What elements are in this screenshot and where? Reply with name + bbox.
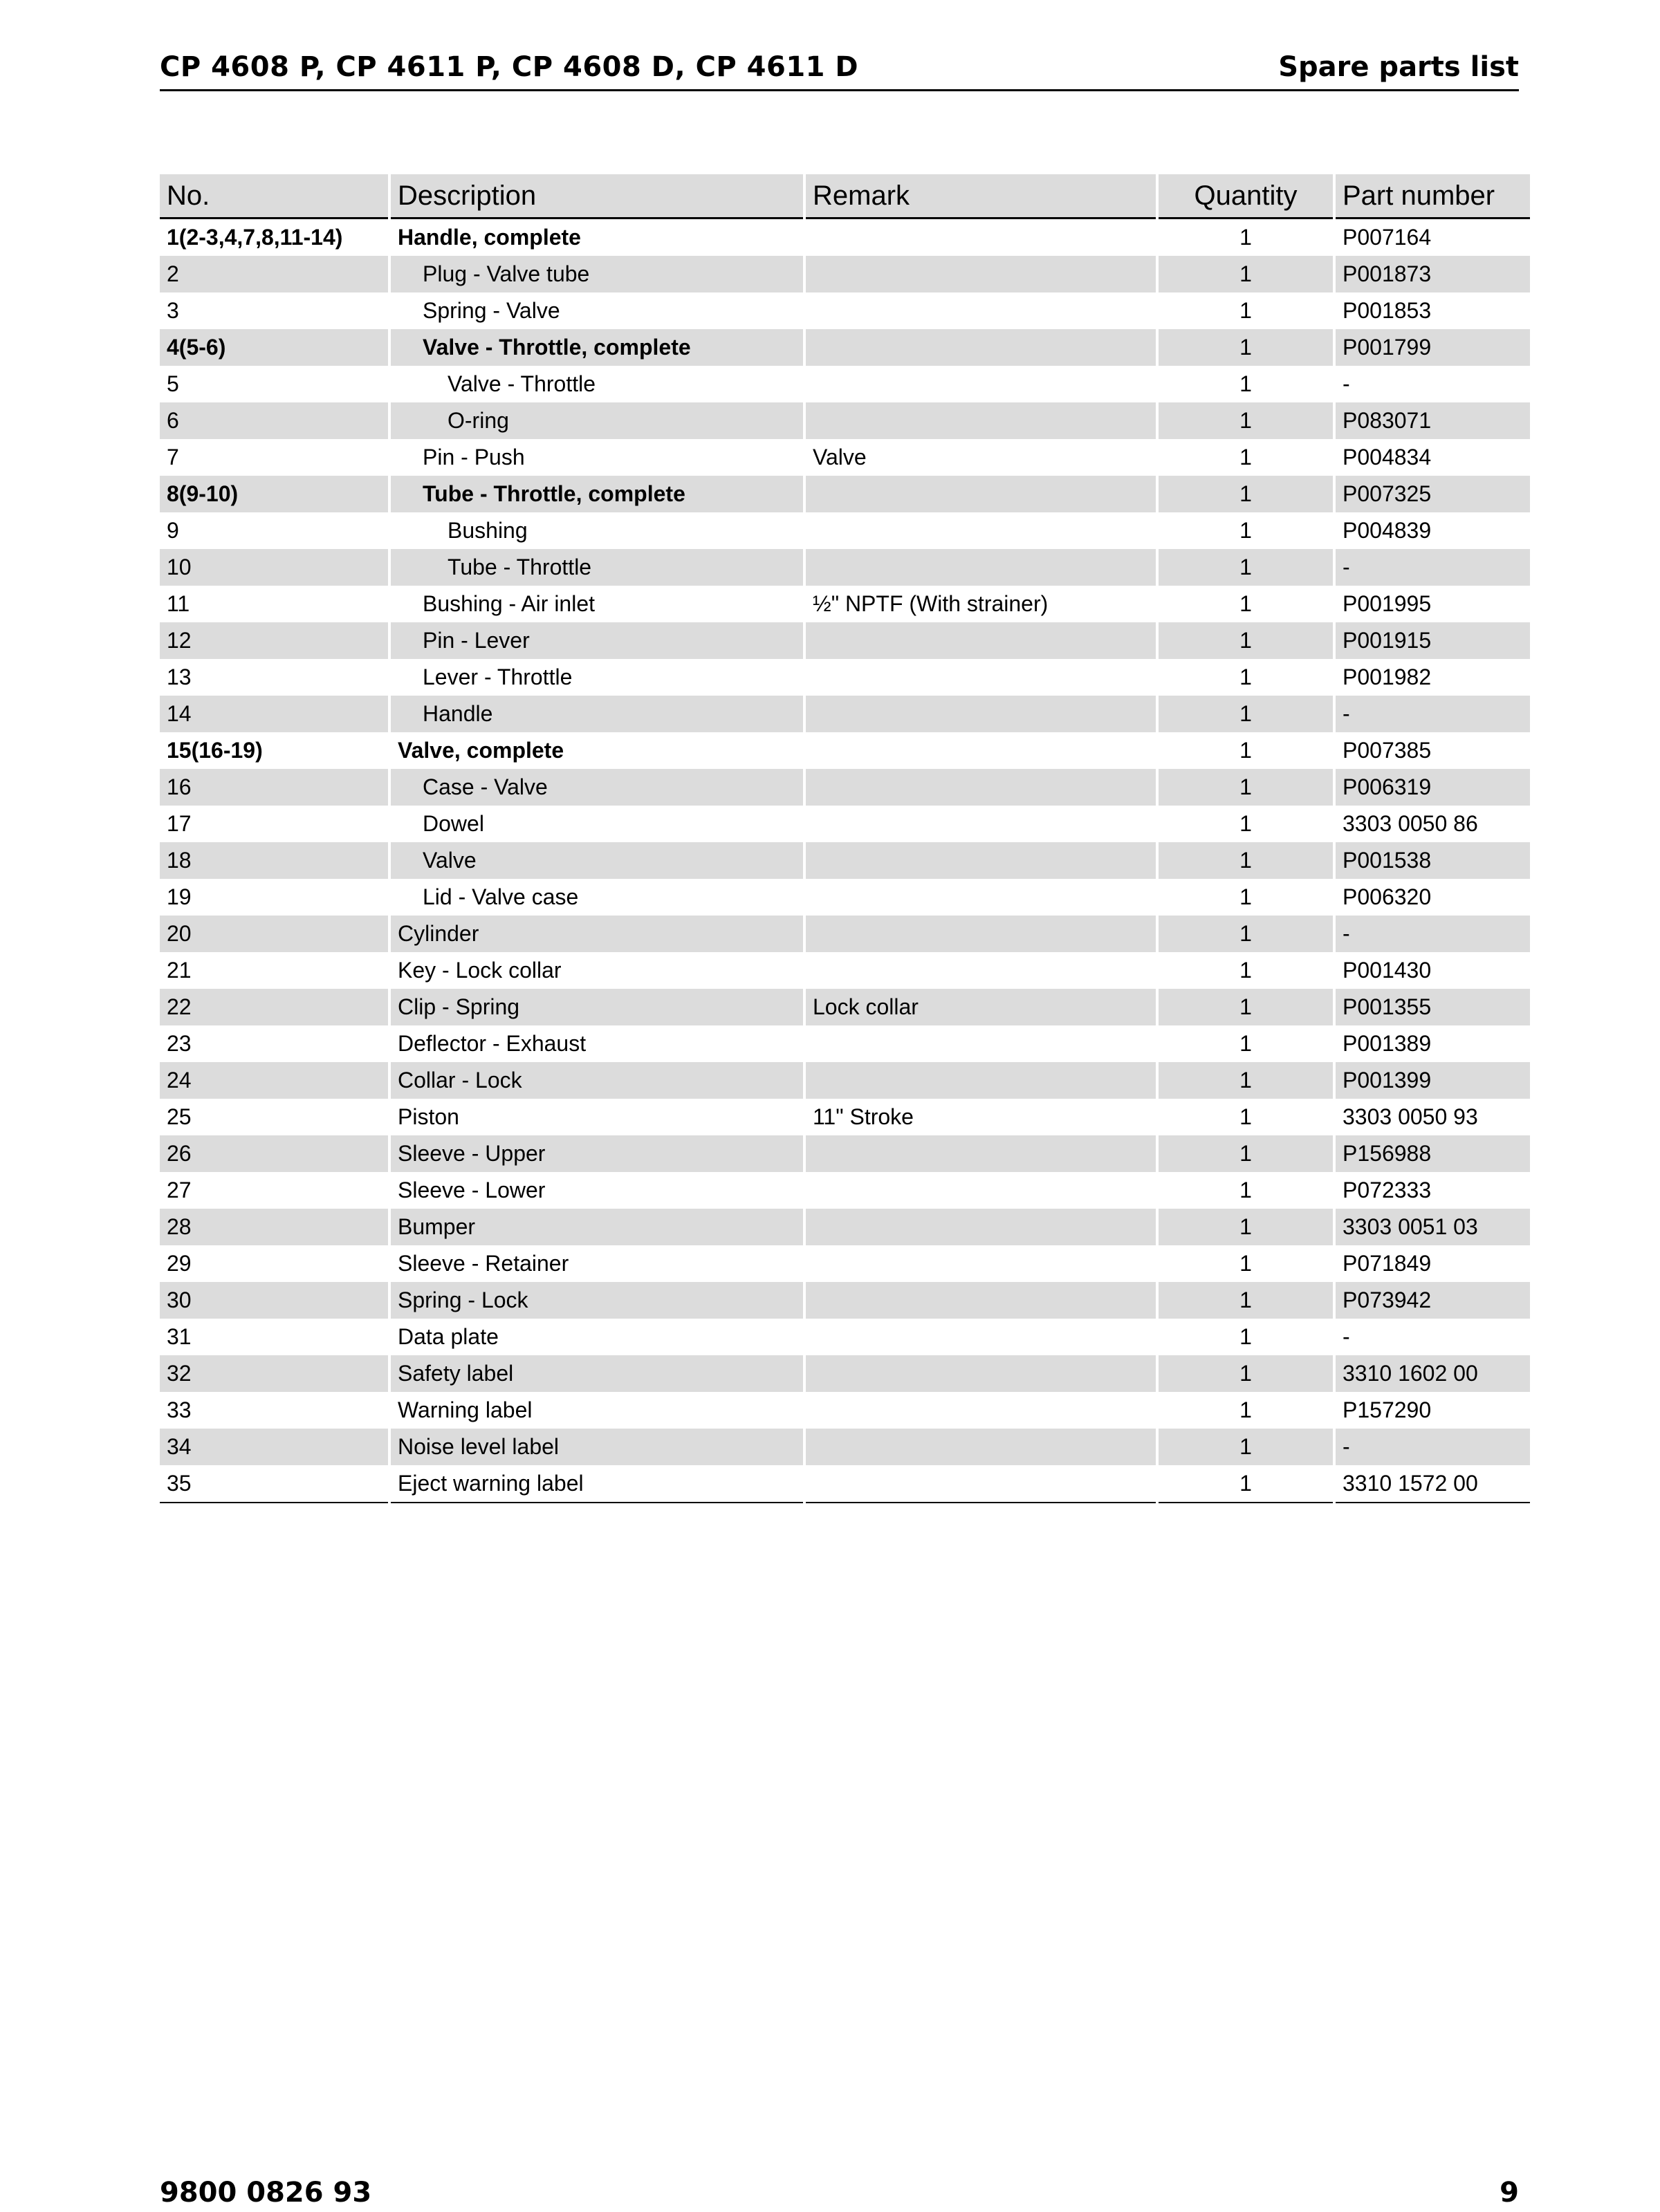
cell-part-number: -: [1343, 371, 1350, 396]
cell-part-number: P001430: [1343, 958, 1432, 983]
table-row: [160, 1025, 1530, 1062]
table-row: [160, 1172, 1530, 1209]
cell-part-number: P001799: [1336, 329, 1530, 366]
cell-description: Sleeve - Upper: [391, 1135, 803, 1172]
table-row: [160, 586, 1530, 622]
cell-description: Bumper: [391, 1209, 803, 1245]
cell-remark: [806, 1392, 1156, 1429]
cell-part-number: P001995: [1343, 591, 1432, 616]
cell-remark: [806, 292, 1156, 329]
cell-part-number: 3310 1602 00: [1336, 1355, 1530, 1392]
cell-no: 30: [160, 1282, 388, 1319]
cell-part-number: P071849: [1343, 1251, 1432, 1276]
cell-description: Dowel: [423, 811, 484, 836]
cell-quantity: 1: [1239, 1397, 1252, 1422]
cell-no: 21: [167, 958, 192, 983]
table-row: [160, 1282, 1530, 1319]
cell-part-number: 3303 0050 86: [1343, 811, 1478, 836]
cell-no: 6: [160, 402, 388, 439]
table-row: [160, 732, 1530, 769]
document-number: 9800 0826 93: [160, 2177, 372, 2209]
cell-no: 27: [167, 1178, 192, 1202]
cell-description: Valve, complete: [398, 738, 564, 763]
page-number: 9: [1500, 2177, 1519, 2209]
column-header-description: Description: [391, 174, 803, 219]
cell-no: 15(16-19): [167, 738, 263, 763]
table-row: [160, 1099, 1530, 1135]
spare-parts-table: [157, 174, 1533, 1503]
cell-no: 23: [167, 1031, 192, 1056]
cell-remark: [806, 1282, 1156, 1319]
cell-quantity: 1: [1159, 1429, 1333, 1465]
cell-no: 12: [160, 622, 388, 659]
cell-description: Lid - Valve case: [423, 884, 579, 909]
cell-part-number: P001873: [1336, 256, 1530, 292]
cell-no: 14: [160, 696, 388, 732]
cell-quantity: 1: [1239, 738, 1252, 763]
cell-quantity: 1: [1239, 225, 1252, 250]
cell-description: Bushing: [448, 518, 528, 543]
cell-part-number: P007325: [1336, 476, 1530, 512]
cell-part-number: P157290: [1343, 1397, 1432, 1422]
cell-description: Handle, complete: [398, 225, 581, 250]
cell-no: 3: [167, 298, 179, 323]
cell-no: 20: [160, 916, 388, 952]
cell-description: Clip - Spring: [391, 989, 803, 1025]
table-row: [160, 769, 1530, 806]
cell-remark: Valve: [813, 445, 867, 470]
cell-quantity: 1: [1239, 1324, 1252, 1349]
table-row: [160, 512, 1530, 549]
cell-remark: [806, 659, 1156, 696]
cell-quantity: 1: [1159, 329, 1333, 366]
cell-quantity: 1: [1159, 476, 1333, 512]
cell-quantity: 1: [1159, 696, 1333, 732]
cell-part-number: P004834: [1343, 445, 1432, 470]
cell-part-number: P001982: [1343, 664, 1432, 689]
cell-description: Deflector - Exhaust: [398, 1031, 587, 1056]
cell-part-number: P006319: [1336, 769, 1530, 806]
cell-remark: [806, 476, 1156, 512]
table-row: [160, 659, 1530, 696]
cell-description: Spring - Valve: [423, 298, 560, 323]
cell-quantity: 1: [1239, 664, 1252, 689]
cell-description: Warning label: [398, 1397, 533, 1422]
cell-description: Spring - Lock: [391, 1282, 803, 1319]
table-row: [160, 256, 1530, 292]
cell-remark: [806, 879, 1156, 916]
cell-no: 5: [167, 371, 179, 396]
cell-description: Pin - Push: [423, 445, 525, 470]
table-row: [160, 1319, 1530, 1355]
cell-description: Eject warning label: [391, 1465, 803, 1503]
table-row: [160, 696, 1530, 732]
cell-remark: [806, 1209, 1156, 1245]
section-title: Spare parts list: [1278, 51, 1519, 83]
cell-no: 13: [167, 664, 192, 689]
table-row: [160, 989, 1530, 1025]
cell-remark: [806, 402, 1156, 439]
cell-part-number: P001355: [1336, 989, 1530, 1025]
cell-quantity: 1: [1159, 842, 1333, 879]
table-row: [160, 439, 1530, 476]
cell-no: 31: [167, 1324, 192, 1349]
cell-remark: [806, 952, 1156, 989]
table-body: [160, 219, 1530, 1503]
cell-quantity: 1: [1159, 769, 1333, 806]
table-row: [160, 292, 1530, 329]
cell-remark: [806, 1062, 1156, 1099]
table-row: [160, 916, 1530, 952]
cell-part-number: -: [1336, 916, 1530, 952]
cell-description: O-ring: [391, 402, 803, 439]
column-header-part-number: Part number: [1336, 174, 1530, 219]
cell-part-number: P083071: [1336, 402, 1530, 439]
cell-no: 26: [160, 1135, 388, 1172]
cell-no: 24: [160, 1062, 388, 1099]
cell-description: Pin - Lever: [391, 622, 803, 659]
cell-part-number: P073942: [1336, 1282, 1530, 1319]
cell-description: Plug - Valve tube: [391, 256, 803, 292]
cell-part-number: P007385: [1343, 738, 1432, 763]
cell-description: Valve - Throttle: [448, 371, 596, 396]
table-row: [160, 219, 1530, 256]
cell-no: 35: [160, 1465, 388, 1503]
cell-quantity: 1: [1159, 989, 1333, 1025]
cell-remark: [806, 1135, 1156, 1172]
cell-no: 17: [167, 811, 192, 836]
cell-remark: [806, 256, 1156, 292]
cell-remark: [806, 329, 1156, 366]
cell-no: 2: [160, 256, 388, 292]
cell-quantity: 1: [1239, 518, 1252, 543]
cell-no: 28: [160, 1209, 388, 1245]
cell-description: Valve: [391, 842, 803, 879]
table-row: [160, 1135, 1530, 1172]
cell-part-number: -: [1336, 1429, 1530, 1465]
cell-no: 29: [167, 1251, 192, 1276]
cell-no: 25: [167, 1104, 192, 1129]
cell-quantity: 1: [1159, 1282, 1333, 1319]
table-row: [160, 1429, 1530, 1465]
cell-no: 1(2-3,4,7,8,11-14): [167, 225, 343, 250]
cell-quantity: 1: [1239, 1031, 1252, 1056]
cell-part-number: -: [1336, 696, 1530, 732]
cell-remark: [806, 1025, 1156, 1062]
cell-no: 7: [167, 445, 179, 470]
cell-no: 19: [167, 884, 192, 909]
table-row: [160, 1209, 1530, 1245]
cell-part-number: -: [1343, 1324, 1350, 1349]
cell-no: 9: [167, 518, 179, 543]
cell-part-number: -: [1336, 549, 1530, 586]
cell-description: Sleeve - Lower: [398, 1178, 546, 1202]
cell-part-number: P001915: [1336, 622, 1530, 659]
column-header-remark: Remark: [806, 174, 1156, 219]
cell-remark: [806, 842, 1156, 879]
table-row: [160, 1245, 1530, 1282]
table-row: [160, 842, 1530, 879]
cell-part-number: P072333: [1343, 1178, 1432, 1202]
cell-no: 34: [160, 1429, 388, 1465]
cell-remark: [806, 769, 1156, 806]
cell-remark: ½" NPTF (With strainer): [813, 591, 1049, 616]
cell-no: 18: [160, 842, 388, 879]
cell-quantity: 1: [1239, 1104, 1252, 1129]
cell-remark: [806, 1319, 1156, 1355]
cell-no: 11: [167, 591, 190, 616]
cell-remark: [806, 1172, 1156, 1209]
cell-description: Tube - Throttle: [391, 549, 803, 586]
cell-description: Key - Lock collar: [398, 958, 562, 983]
cell-remark: [806, 732, 1156, 769]
cell-no: 22: [160, 989, 388, 1025]
cell-part-number: P001389: [1343, 1031, 1432, 1056]
cell-quantity: 1: [1159, 1355, 1333, 1392]
cell-description: Handle: [391, 696, 803, 732]
cell-part-number: 3310 1572 00: [1336, 1465, 1530, 1503]
cell-part-number: P004839: [1343, 518, 1432, 543]
cell-part-number: 3303 0050 93: [1343, 1104, 1478, 1129]
cell-description: Noise level label: [391, 1429, 803, 1465]
table-row: [160, 806, 1530, 842]
cell-quantity: 1: [1159, 916, 1333, 952]
cell-no: 33: [167, 1397, 192, 1422]
cell-description: Cylinder: [391, 916, 803, 952]
cell-quantity: 1: [1159, 1062, 1333, 1099]
cell-quantity: 1: [1159, 1135, 1333, 1172]
cell-remark: [806, 512, 1156, 549]
cell-description: Lever - Throttle: [423, 664, 573, 689]
cell-quantity: 1: [1159, 1209, 1333, 1245]
cell-remark: [806, 1429, 1156, 1465]
cell-remark: [806, 219, 1156, 256]
cell-remark: [806, 1355, 1156, 1392]
cell-quantity: 1: [1159, 402, 1333, 439]
cell-no: 32: [160, 1355, 388, 1392]
cell-part-number: P007164: [1343, 225, 1432, 250]
document-title: CP 4608 P, CP 4611 P, CP 4608 D, CP 4611 D: [160, 51, 859, 83]
cell-part-number: P156988: [1336, 1135, 1530, 1172]
cell-quantity: 1: [1239, 591, 1252, 616]
table-row: [160, 1392, 1530, 1429]
table-row: [160, 366, 1530, 402]
cell-quantity: 1: [1159, 1465, 1333, 1503]
table-row: [160, 1355, 1530, 1392]
column-header-quantity: Quantity: [1159, 174, 1333, 219]
cell-description: Bushing - Air inlet: [423, 591, 596, 616]
cell-remark: [806, 696, 1156, 732]
cell-remark: [806, 549, 1156, 586]
cell-quantity: 1: [1239, 445, 1252, 470]
cell-quantity: 1: [1239, 1178, 1252, 1202]
cell-quantity: 1: [1239, 884, 1252, 909]
table-row: [160, 1062, 1530, 1099]
table-header-row: [160, 174, 1530, 219]
cell-part-number: P001853: [1343, 298, 1432, 323]
cell-no: 8(9-10): [160, 476, 388, 512]
cell-no: 4(5-6): [160, 329, 388, 366]
cell-no: 16: [160, 769, 388, 806]
cell-remark: [806, 806, 1156, 842]
page-header: [160, 50, 1519, 91]
cell-quantity: 1: [1239, 371, 1252, 396]
table-row: [160, 622, 1530, 659]
cell-part-number: P001538: [1336, 842, 1530, 879]
cell-remark: 11" Stroke: [813, 1104, 914, 1129]
cell-remark: [806, 916, 1156, 952]
cell-quantity: 1: [1239, 958, 1252, 983]
cell-remark: [806, 366, 1156, 402]
cell-description: Data plate: [398, 1324, 499, 1349]
cell-quantity: 1: [1159, 622, 1333, 659]
cell-description: Collar - Lock: [391, 1062, 803, 1099]
column-header-no: No.: [160, 174, 388, 219]
table-row: [160, 1465, 1530, 1503]
cell-remark: [806, 1465, 1156, 1503]
cell-description: Sleeve - Retainer: [398, 1251, 569, 1276]
cell-description: Safety label: [391, 1355, 803, 1392]
cell-remark: Lock collar: [806, 989, 1156, 1025]
cell-part-number: P006320: [1343, 884, 1432, 909]
cell-description: Case - Valve: [391, 769, 803, 806]
cell-description: Tube - Throttle, complete: [391, 476, 803, 512]
table-row: [160, 952, 1530, 989]
cell-description: Valve - Throttle, complete: [391, 329, 803, 366]
table-row: [160, 549, 1530, 586]
cell-quantity: 1: [1239, 298, 1252, 323]
table-row: [160, 402, 1530, 439]
table-row: [160, 329, 1530, 366]
cell-remark: [806, 1245, 1156, 1282]
cell-part-number: P001399: [1336, 1062, 1530, 1099]
cell-quantity: 1: [1159, 256, 1333, 292]
cell-quantity: 1: [1239, 811, 1252, 836]
cell-quantity: 1: [1159, 549, 1333, 586]
cell-no: 10: [160, 549, 388, 586]
cell-remark: [806, 622, 1156, 659]
cell-description: Piston: [398, 1104, 459, 1129]
cell-part-number: 3303 0051 03: [1336, 1209, 1530, 1245]
table-row: [160, 476, 1530, 512]
table-row: [160, 879, 1530, 916]
cell-quantity: 1: [1239, 1251, 1252, 1276]
